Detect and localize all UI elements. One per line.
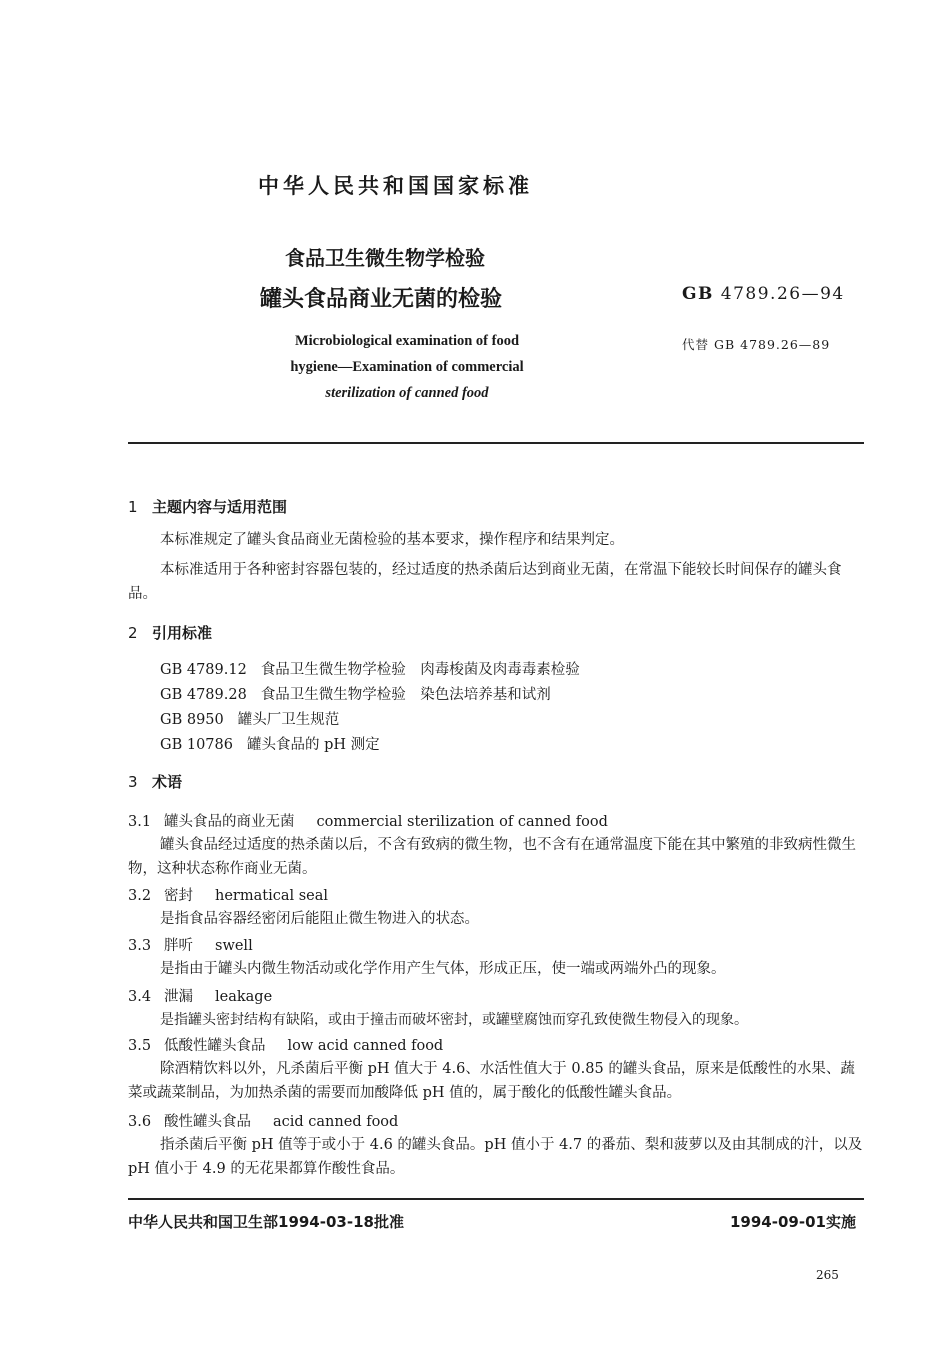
standard-type-heading: 中华人民共和国国家标准	[258, 174, 533, 198]
title-zh-line2: 罐头食品商业无菌的检验	[260, 287, 503, 312]
footer-divider	[128, 1198, 864, 1200]
standard-code	[682, 284, 845, 304]
term-definition: 罐头食品经过适度的热杀菌以后，不含有致病的微生物，也不含有在通常温度下能在其中繁殖的非致病性微生物，这种状态称作商业无菌。	[128, 837, 856, 877]
term-zh: 酸性罐头食品	[164, 1114, 251, 1130]
title-zh-line1: 食品卫生微生物学检验	[285, 246, 485, 270]
term-en: swell	[215, 938, 253, 954]
title-en-line3: sterilization of canned food	[325, 385, 489, 401]
section-number: 3	[128, 773, 138, 791]
term-definition: 是指由于罐头内微生物活动或化学作用产生气体，形成正压，使一端或两端外凸的现象。	[160, 961, 726, 977]
term-number: 3.4	[128, 989, 152, 1005]
term-definition: 指杀菌后平衡 pH 值等于或小于 4.6 的罐头食品。pH 值小于 4.7 的番茄、梨和菠萝以及由其制成的汁，以及 pH 值小于 4.9 的无花果都算作酸性食品。	[128, 1137, 863, 1177]
term-heading	[128, 934, 253, 955]
term-number: 3.2	[128, 888, 152, 904]
title-en-line1: Microbiological examination of food	[294, 333, 520, 349]
term-number: 3.3	[128, 938, 152, 954]
reference-code: GB 4789.12	[160, 662, 247, 678]
standard-code-number: 4789.26—94	[720, 284, 845, 304]
reference-code: GB 4789.28	[160, 687, 247, 703]
term-zh: 罐头食品的商业无菌	[164, 814, 295, 830]
term-zh: 低酸性罐头食品	[164, 1038, 266, 1054]
term-en: acid canned food	[273, 1114, 399, 1130]
term-en: hermatical seal	[215, 888, 329, 904]
title-en	[262, 328, 552, 406]
title-en-line2: hygiene—Examination of commercial	[290, 359, 524, 375]
term-heading	[128, 985, 272, 1006]
effective-date: 1994-09-01实施	[730, 1213, 856, 1231]
reference-title: 罐头厂卫生规范	[237, 712, 340, 728]
reference-item	[160, 708, 339, 729]
term-heading	[128, 884, 328, 905]
term-zh: 胖听	[164, 938, 193, 954]
reference-item	[160, 733, 380, 754]
reference-item	[160, 683, 551, 704]
section-3-heading	[128, 771, 182, 792]
term-definition: 是指罐头密封结构有缺陷，或由于撞击而破坏密封，或罐壁腐蚀而穿孔致使微生物侵入的现象。	[160, 1012, 748, 1028]
section-title: 引用标准	[152, 624, 213, 642]
term-en: commercial sterilization of canned food	[316, 814, 608, 830]
approval-note: 中华人民共和国卫生部1994-03-18批准	[128, 1213, 404, 1231]
reference-title: 食品卫生微生物学检验 染色法培养基和试剂	[260, 687, 551, 703]
section-title: 主题内容与适用范围	[152, 498, 288, 516]
term-heading	[128, 1034, 443, 1055]
reference-code: GB 10786	[160, 737, 233, 753]
standard-code-prefix: GB	[682, 284, 714, 304]
term-heading	[128, 810, 608, 831]
page-number: 265	[816, 1268, 839, 1282]
term-definition: 是指食品容器经密闭后能阻止微生物进入的状态。	[160, 911, 479, 927]
section-2-heading	[128, 622, 212, 643]
header-divider	[128, 442, 864, 444]
term-zh: 泄漏	[164, 989, 193, 1005]
section-1-para-2: 本标准适用于各种密封容器包装的，经过适度的热杀菌后达到商业无菌，在常温下能较长时间保存的罐头食品。	[128, 562, 842, 602]
term-en: low acid canned food	[287, 1038, 444, 1054]
term-number: 3.6	[128, 1114, 152, 1130]
term-zh: 密封	[164, 888, 193, 904]
reference-title: 罐头食品的 pH 测定	[246, 737, 380, 753]
reference-title: 食品卫生微生物学检验 肉毒梭菌及肉毒毒素检验	[260, 662, 580, 678]
section-number: 1	[128, 498, 138, 516]
term-heading	[128, 1110, 398, 1131]
section-1-para-1: 本标准规定了罐头食品商业无菌检验的基本要求，操作程序和结果判定。	[160, 532, 624, 548]
replaces-note: 代替 GB 4789.26—89	[682, 337, 831, 352]
term-definition: 除酒精饮料以外，凡杀菌后平衡 pH 值大于 4.6、水活性值大于 0.85 的罐头食品，原来是低酸性的水果、蔬菜或蔬菜制品，为加热杀菌的需要而加酸降低 pH 值的，属于酸化的低酸性罐头食品。	[128, 1061, 855, 1101]
term-number: 3.1	[128, 814, 152, 830]
section-number: 2	[128, 624, 138, 642]
term-number: 3.5	[128, 1038, 152, 1054]
reference-item	[160, 658, 580, 679]
section-1-heading	[128, 496, 287, 517]
term-en: leakage	[215, 989, 273, 1005]
reference-code: GB 8950	[160, 712, 224, 728]
section-title: 术语	[152, 773, 183, 791]
